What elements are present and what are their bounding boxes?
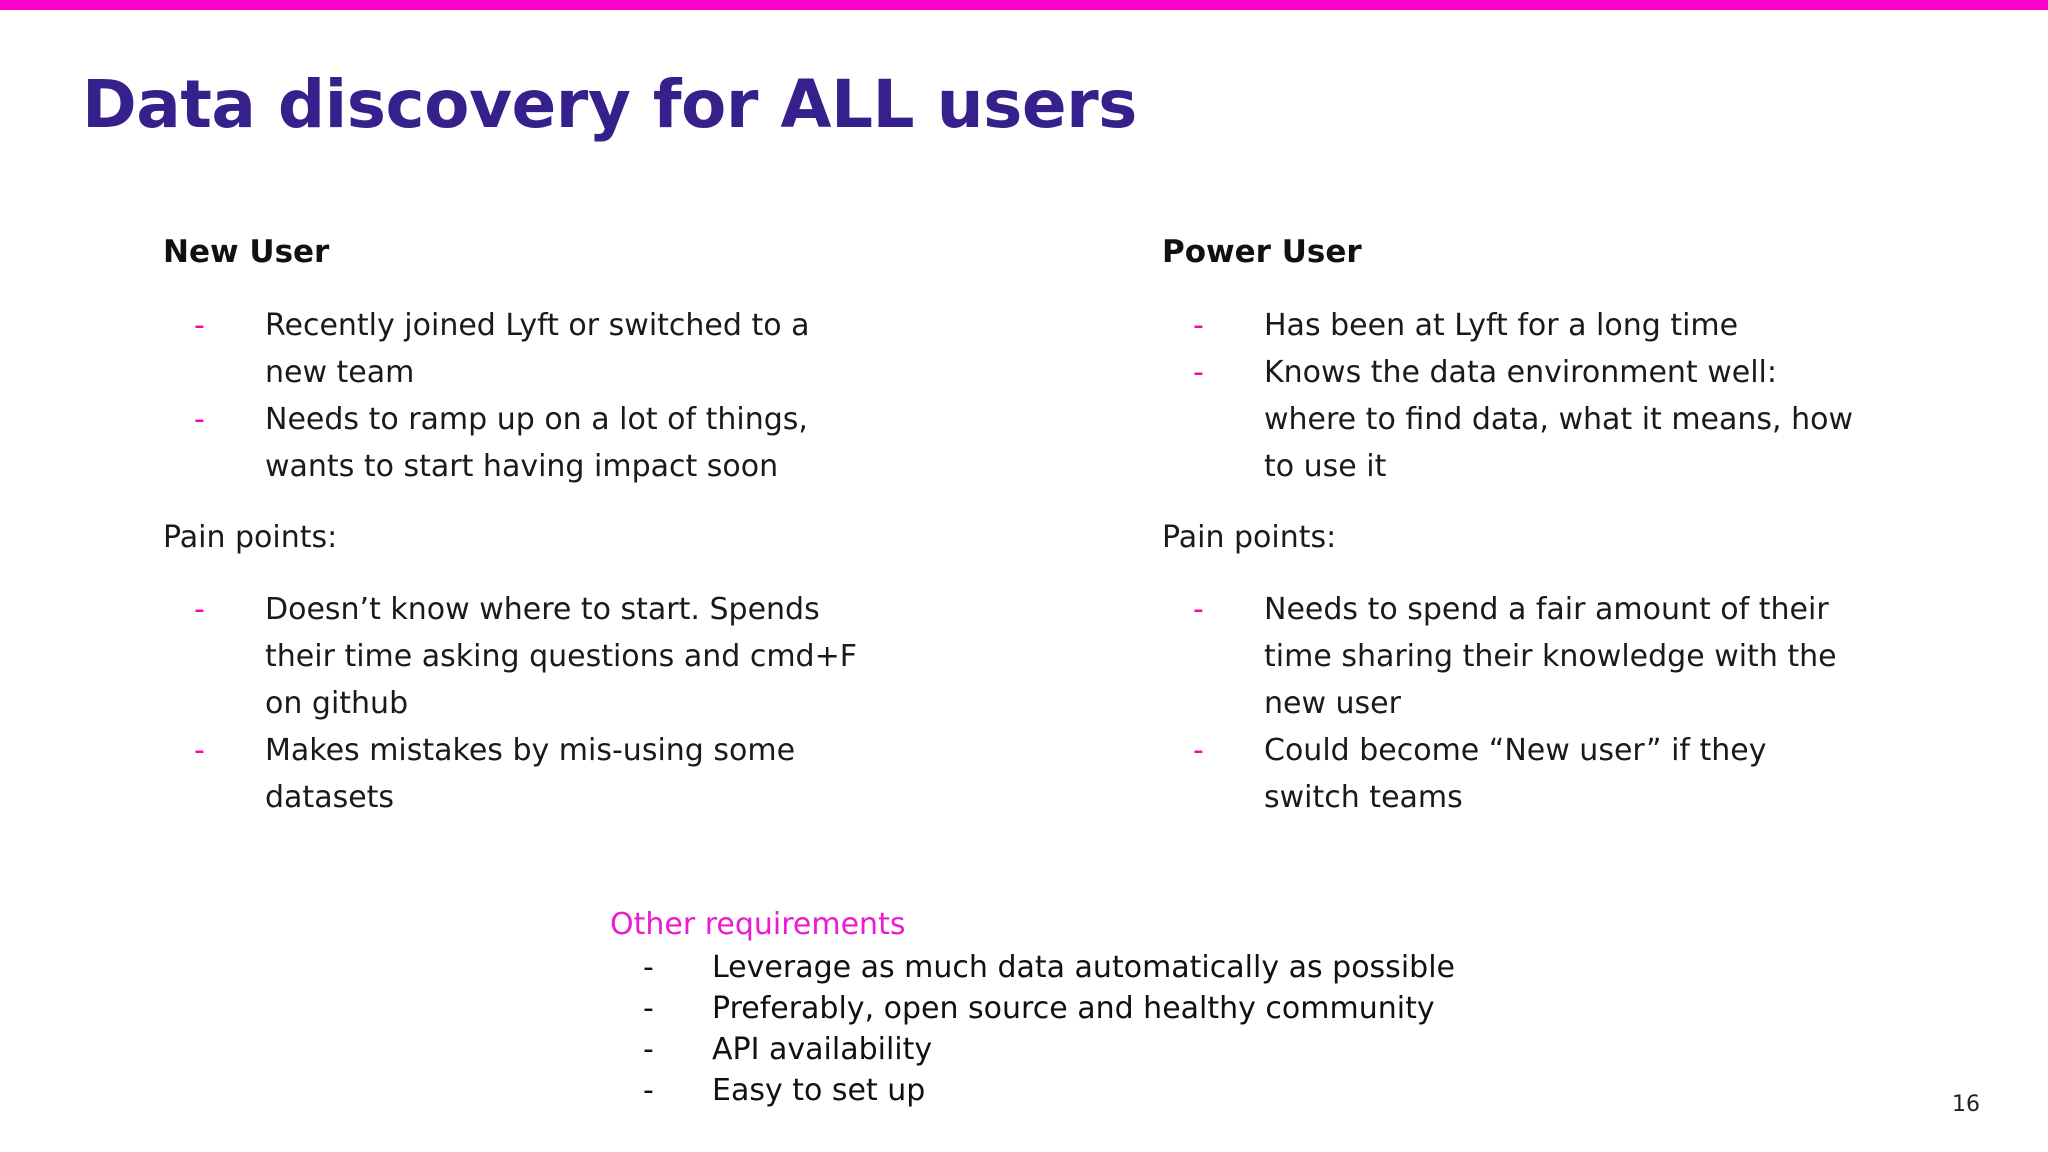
other-requirements-heading: Other requirements: [610, 907, 906, 942]
bullet-text: Leverage as much data automatically as possible: [712, 950, 1455, 985]
bullet-dash: -: [1193, 733, 1204, 768]
bullet-dash: -: [1193, 592, 1204, 627]
power-user-heading: Power User: [1162, 234, 1362, 270]
list-item: [163, 727, 863, 821]
other-requirements: [610, 903, 1455, 1111]
list-item: [163, 396, 863, 490]
bullet-text: Could become “New user” if they switch teams: [1264, 733, 1767, 815]
bullet-dash: -: [194, 402, 205, 437]
list-item: [1162, 727, 1862, 821]
bullet-text: Easy to set up: [712, 1073, 926, 1108]
list-item: [1162, 302, 1862, 349]
list-item: [610, 988, 1455, 1029]
power-user-column: [1162, 232, 1862, 821]
list-item: [610, 947, 1455, 988]
bullet-dash: -: [194, 733, 205, 768]
list-item: [1162, 586, 1862, 727]
new-user-column: [163, 232, 863, 821]
list-item: [1162, 349, 1862, 490]
list-item: [610, 1029, 1455, 1070]
list-item: [610, 1070, 1455, 1111]
bullet-text: Makes mistakes by mis-using some datasets: [265, 733, 796, 815]
list-item: [163, 586, 863, 727]
bullet-text: Needs to ramp up on a lot of things, wants to start having impact soon: [265, 402, 808, 484]
bullet-text: Doesn’t know where to start. Spends their time asking questions and cmd+F on github: [265, 592, 857, 721]
bullet-text: Recently joined Lyft or switched to a new team: [265, 308, 810, 390]
bullet-text: Needs to spend a fair amount of their time sharing their knowledge with the new user: [1264, 592, 1837, 721]
power-user-pain-label: Pain points:: [1162, 520, 1337, 555]
bullet-dash: -: [194, 592, 205, 627]
bullet-text: API availability: [712, 1032, 933, 1067]
page-number: 16: [1952, 1092, 1980, 1117]
bullet-dash: -: [643, 1032, 654, 1067]
other-requirements-list: [610, 947, 1455, 1111]
bullet-dash: -: [1193, 355, 1204, 390]
new-user-pain-label: Pain points:: [163, 520, 338, 555]
list-item: [163, 302, 863, 396]
new-user-pain-points: [163, 586, 863, 821]
new-user-bullets: [163, 302, 863, 490]
power-user-bullets: [1162, 302, 1862, 490]
power-user-pain-points: [1162, 586, 1862, 821]
bullet-dash: -: [643, 991, 654, 1026]
bullet-dash: -: [194, 308, 205, 343]
bullet-dash: -: [643, 950, 654, 985]
slide-title: Data discovery for ALL users: [82, 66, 1137, 143]
bullet-text: Knows the data environment well: where to find data, what it means, how to use it: [1264, 355, 1854, 484]
new-user-heading: New User: [163, 234, 330, 270]
bullet-text: Has been at Lyft for a long time: [1264, 308, 1739, 343]
bullet-dash: -: [1193, 308, 1204, 343]
top-accent-bar: [0, 0, 2048, 10]
bullet-text: Preferably, open source and healthy community: [712, 991, 1435, 1026]
bullet-dash: -: [643, 1073, 654, 1108]
